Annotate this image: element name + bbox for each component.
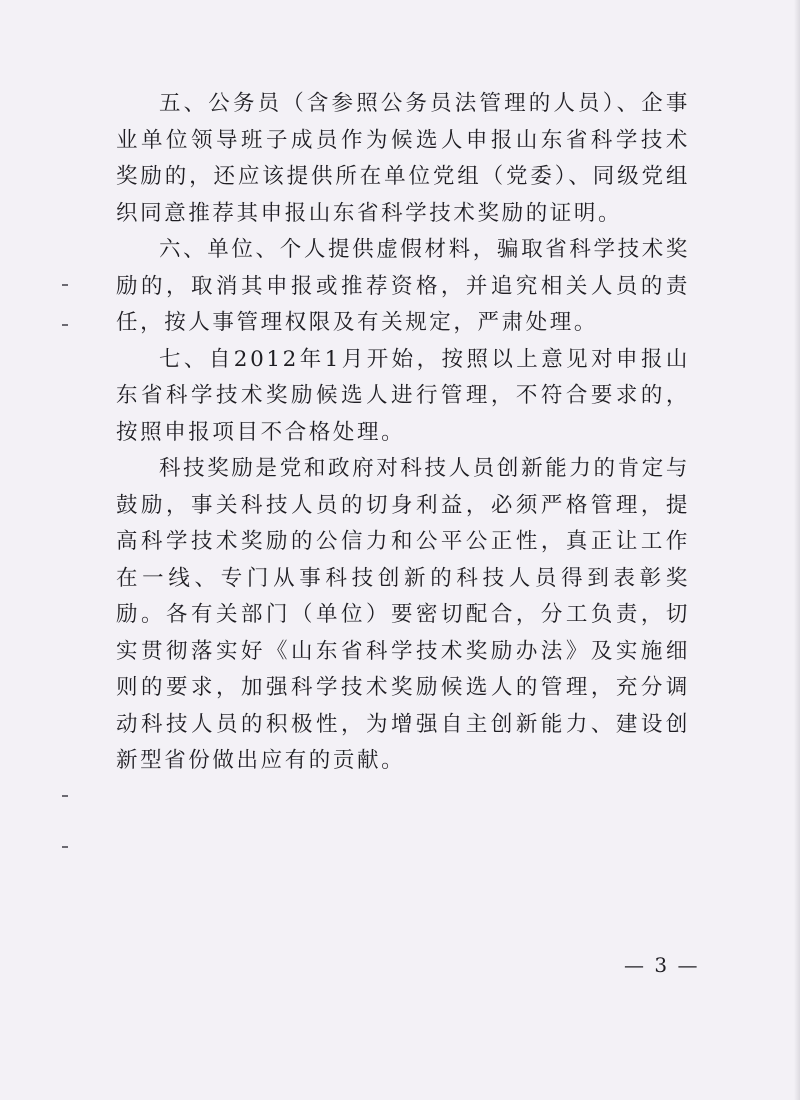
- paragraph-closing: 科技奖励是党和政府对科技人员创新能力的肯定与鼓励，事关科技人员的切身利益，必须严格管理，提高科学技术奖励的公信力和公平公正性，真正让工作在一线、专门从事科技创新的科技人员得到表彰奖励。各有关部门（单位）要密切配合，分工负责，切实贯彻落实好《山东省科学技术奖励办法》及实施细则的要求，加强科学技术奖励候选人的管理，充分调动科技人员的积极性，为增强自主创新能力、建设创新型省份做出应有的贡献。: [116, 456, 690, 773]
- paragraph-6: 六、单位、个人提供虚假材料，骗取省科学技术奖励的，取消其申报或推荐资格，并追究相关人员的责任，按人事管理权限及有关规定，严肃处理。: [116, 237, 690, 335]
- paragraph-7: 七、自2012年1月开始，按照以上意见对申报山东省科学技术奖励候选人进行管理，不符合要求的，按照申报项目不合格处理。: [116, 346, 690, 445]
- scan-mark: [62, 284, 68, 286]
- scan-mark: [62, 795, 68, 797]
- body-text: [116, 86, 690, 780]
- scan-mark: [62, 324, 68, 326]
- page-number: — 3 —: [624, 953, 700, 977]
- scan-mark: [62, 846, 68, 848]
- paragraph-5: 五、公务员（含参照公务员法管理的人员）、企事业单位领导班子成员作为候选人申报山东省科学技术奖励的，还应该提供所在单位党组（党委）、同级党组织同意推荐其申报山东省科学技术奖励的证明。: [116, 91, 690, 226]
- page-edge-shadow: [794, 0, 800, 1100]
